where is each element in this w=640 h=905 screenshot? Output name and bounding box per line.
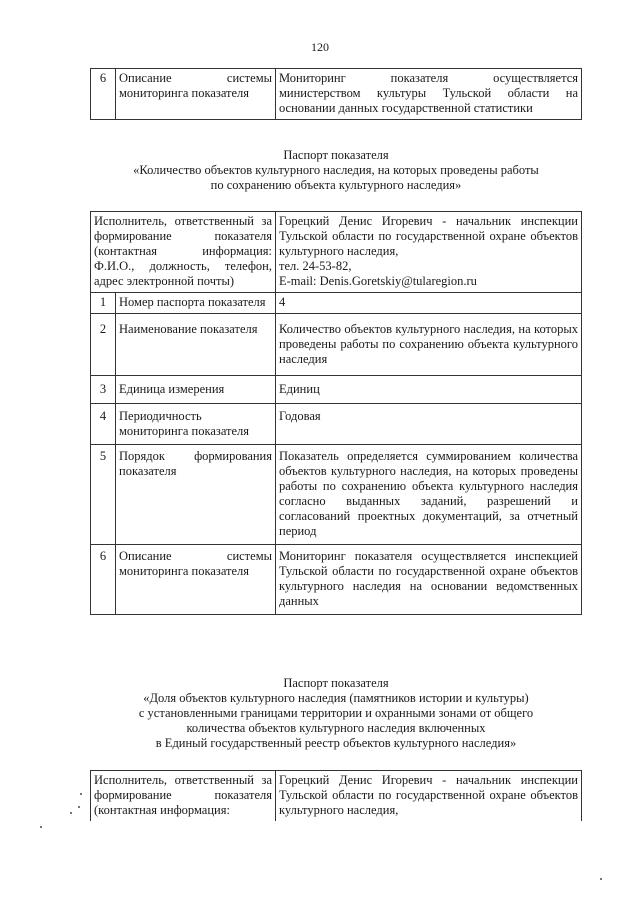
- executor-email: E-mail: Denis.Goretskiy@tularegion.ru: [279, 274, 477, 288]
- row-name: Периодичность мониторинга показателя: [116, 404, 276, 445]
- row-name: Порядок формирования показателя: [116, 445, 276, 545]
- row-number: 3: [91, 376, 116, 404]
- scan-mark: [78, 806, 80, 808]
- row-number: 1: [91, 293, 116, 314]
- row-value: Единиц: [276, 376, 582, 404]
- row-number: 6: [91, 545, 116, 615]
- passport-2-title-line: с установленными границами территории и охранными зонами от общего: [138, 706, 534, 720]
- table-row: [91, 445, 582, 545]
- row-name: Наименование показателя: [116, 314, 276, 376]
- row-value: Мониторинг показателя осуществляется министерством культуры Тульской области на основании данных государственной статистики: [276, 69, 582, 120]
- passport-1-heading-block: [90, 148, 582, 193]
- row-number: 5: [91, 445, 116, 545]
- passport-2-heading: Паспорт показателя: [283, 676, 389, 690]
- table-row: [91, 545, 582, 615]
- row-value: Количество объектов культурного наследия, на которых проведены работы по сохранению объекта культурного наследия: [276, 314, 582, 376]
- passport-1-title-line: «Количество объектов культурного наследия, на которых проведены работы: [133, 163, 539, 177]
- row-name: Единица измерения: [116, 376, 276, 404]
- row-value: Годовая: [276, 404, 582, 445]
- table-row: [91, 376, 582, 404]
- passport-1-table: [90, 211, 582, 615]
- row-number: 6: [91, 69, 116, 120]
- executor-value: [276, 212, 582, 293]
- executor-row: [91, 771, 582, 822]
- executor-label: Исполнитель, ответственный за формирование показателя (контактная информация:: [91, 771, 276, 822]
- executor-phone: тел. 24-53-82,: [279, 259, 352, 273]
- executor-row: [91, 212, 582, 293]
- row-number: 4: [91, 404, 116, 445]
- passport-2-table: [90, 770, 582, 821]
- page-number: 120: [311, 40, 329, 54]
- passport-2-heading-block: [90, 676, 582, 751]
- executor-value: Горецкий Денис Игоревич - начальник инспекции Тульской области по государственной охране объектов культурного наследия,: [276, 771, 582, 822]
- scan-mark: [80, 793, 82, 795]
- row-name: Номер паспорта показателя: [116, 293, 276, 314]
- table-row: [91, 293, 582, 314]
- scan-mark: [40, 826, 42, 828]
- row-name: Описание системы мониторинга показателя: [116, 545, 276, 615]
- row-value: Мониторинг показателя осуществляется инспекцией Тульской области по государственной охране объектов культурного наследия на основании ведомственных данных: [276, 545, 582, 615]
- row-number: 2: [91, 314, 116, 376]
- passport-1-heading: Паспорт показателя: [283, 148, 389, 162]
- executor-label: Исполнитель, ответственный за формирование показателя (контактная информация: Ф.И.О., должность, телефон, адрес электронной почты): [91, 212, 276, 293]
- table-row: [91, 69, 582, 120]
- passport-2-title-line: «Доля объектов культурного наследия (памятников истории и культуры): [143, 691, 529, 705]
- scan-mark: [70, 812, 72, 814]
- passport-1-title-line: по сохранению объекта культурного наследия»: [210, 178, 462, 192]
- passport-2-title-line: количества объектов культурного наследия включенных: [186, 721, 486, 735]
- top-table: [90, 68, 582, 120]
- scan-mark: [600, 878, 602, 880]
- passport-2-title-line: в Единый государственный реестр объектов культурного наследия»: [155, 736, 517, 750]
- table-row: [91, 404, 582, 445]
- row-name: Описание системы мониторинга показателя: [116, 69, 276, 120]
- executor-line: Горецкий Денис Игоревич - начальник инспекции Тульской области по государственной охране объектов культурного наследия,: [279, 214, 578, 258]
- table-row: [91, 314, 582, 376]
- row-value: Показатель определяется суммированием количества объектов культурного наследия, на которых проведены работы по сохранению объекта культурного наследия согласно выданных заданий, разрешений и согласований проектных документаций, за отчетный период: [276, 445, 582, 545]
- row-value: 4: [276, 293, 582, 314]
